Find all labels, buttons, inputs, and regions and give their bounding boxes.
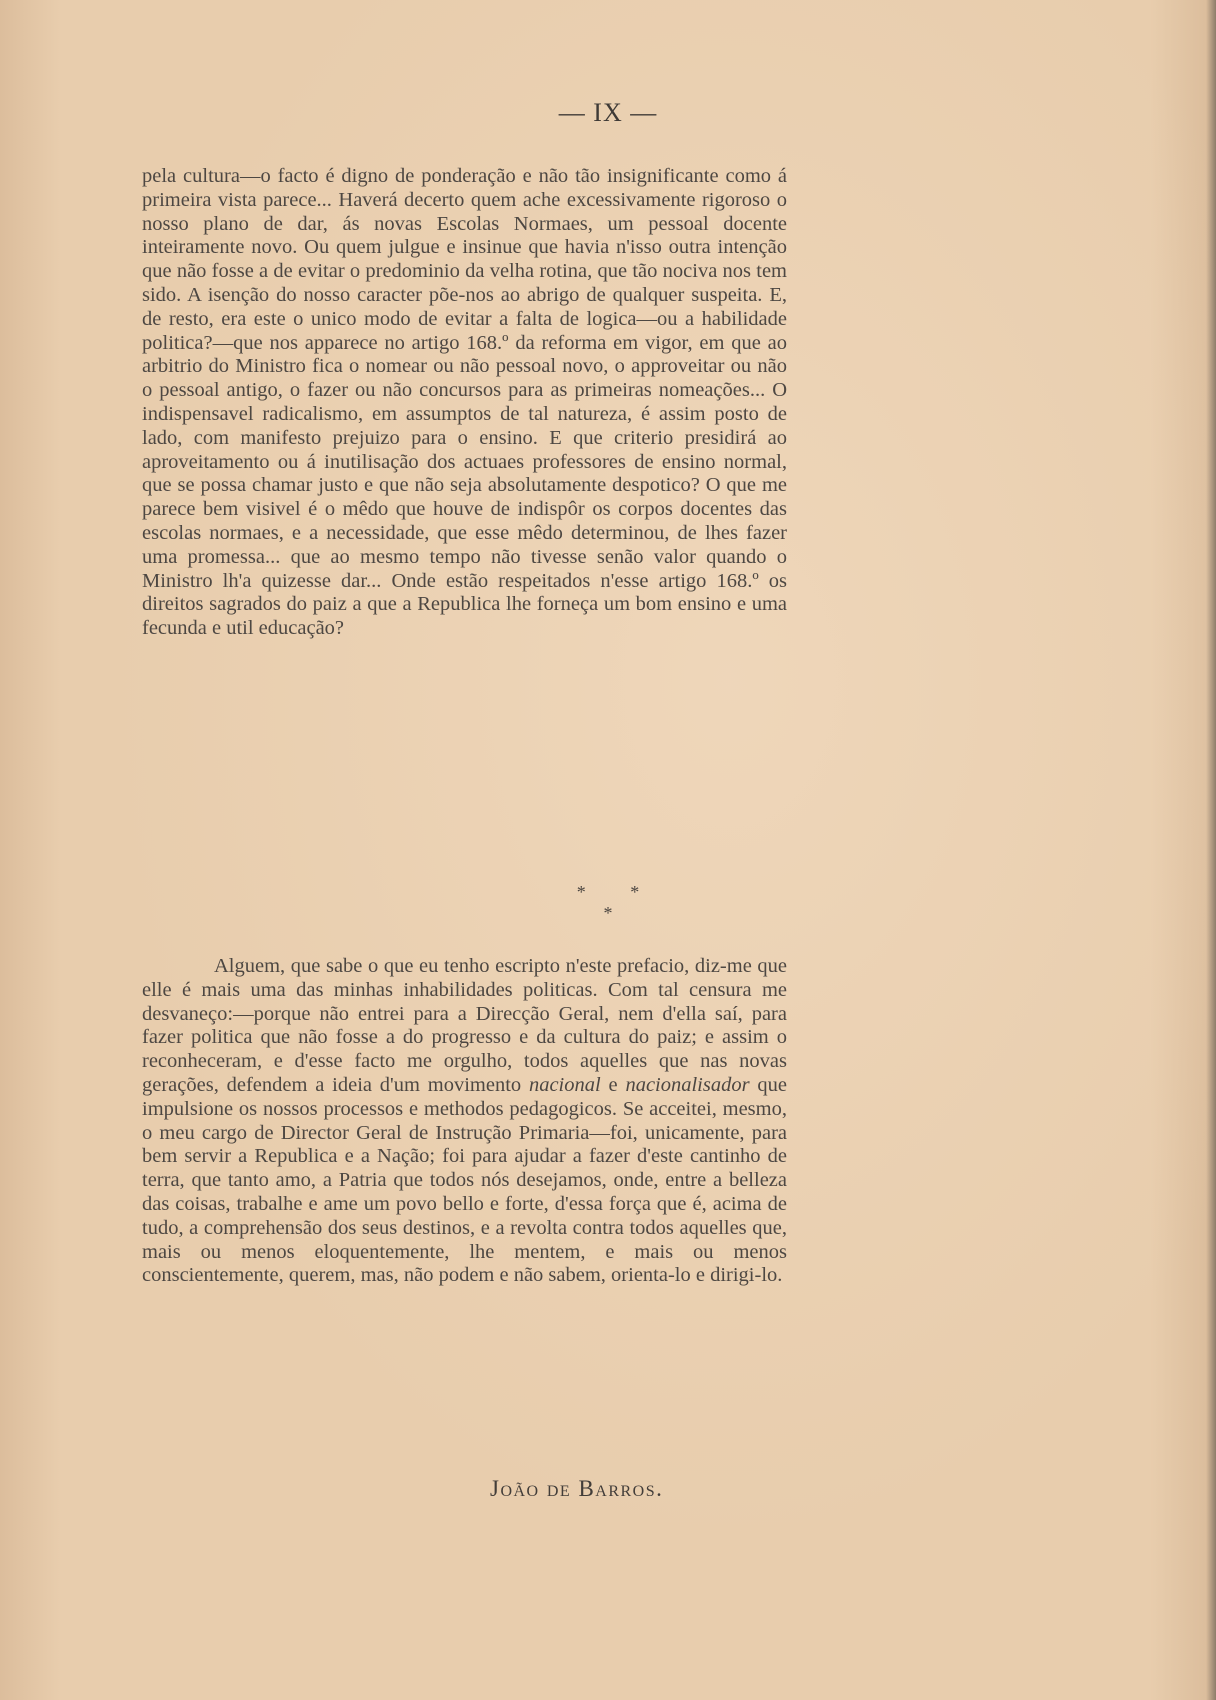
author-signature: João de Barros. [490, 1476, 664, 1501]
asterism-top-row [0, 882, 1216, 903]
paragraph-2-italic-nacional: nacional [528, 1073, 601, 1096]
page-number-header: — IX — [558, 98, 658, 127]
asterism-star-right: * [630, 882, 640, 902]
asterism-star-left: * [576, 882, 586, 902]
page-edge-shadow [1206, 0, 1216, 1700]
paragraph-1-block [142, 165, 787, 641]
asterism-star-bottom: * [603, 903, 613, 923]
paragraph-2-block [142, 955, 787, 1288]
paragraph-2-connector: e [608, 1073, 618, 1096]
paragraph-2 [142, 955, 787, 1288]
paragraph-1: pela cultura—o facto é digno de ponderação e não tão insignificante como á primeira vista parece... Haverá decerto quem ache excessivamente rigoroso o nosso plano de dar, ás novas Escolas Normaes, um pessoal docente inteiramente novo. Ou quem julgue e insinue que havia n'isso outra intenção que não fosse a de evitar o predominio da velha rotina, que tão nociva nos tem sido. A isenção do nosso caracter põe-nos ao abrigo de qualquer suspeita. E, de resto, era este o unico modo de evitar a falta de logica—ou a habilidade politica?—que nos apparece no artigo 168.º da reforma em vigor, em que ao arbitrio do Ministro fica o nomear ou não pessoal novo, o approveitar ou não o pessoal antigo, o fazer ou não concursos para as primeiras nomeações... O indispensavel radicalismo, em assumptos de tal natureza, é assim posto de lado, com manifesto prejuizo para o ensino. E que criterio presidirá ao aproveitamento ou á inutilisação dos actuaes professores de ensino normal, que se possa chamar justo e que não seja absolutamente despotico? O que me parece bem visivel é o mêdo que houve de indispôr os corpos docentes das escolas normaes, e a necessidade, que esse mêdo determinou, de lhes fazer uma promessa... que ao mesmo tempo não tivesse senão valor quando o Ministro lh'a quizesse dar... Onde estão respeitados n'esse artigo 168.º os direitos sagrados do paiz a que a Republica lhe forneça um bom ensino e uma fecunda e util educação? [142, 165, 787, 640]
paragraph-2-part-2: que impulsione os nossos processos e methodos pedagogicos. Se acceitei, mesmo, o meu cargo de Director Geral de Instrução Primaria—foi, unicamente, para bem servir a Republica e a Nação; foi para ajudar a fazer d'este cantinho de terra, que tanto amo, a Patria que todos nós desejamos, onde, entre a belleza das coisas, trabalhe e ame um povo bello e forte, d'essa força que é, acima de tudo, a comprehensão dos seus destinos, e a revolta contra todos aquelles que, mais ou menos eloquentemente, lhe mentem, e mais ou menos conscientemente, querem, mas, não podem e não sabem, orienta-lo e dirigi-lo. [142, 1073, 788, 1287]
paragraph-2-italic-nacionalisador: nacionalisador [625, 1073, 750, 1096]
paragraph-2-part-1: Alguem, que sabe o que eu tenho escripto n'este prefacio, diz-me que elle é mais uma das minhas inhabilidades politicas. Com tal censura me desvaneço:—porque não entrei para a Direcção Geral, nem d'ella saí, para fazer politica que não fosse a do progresso e da cultura do paiz; e assim o reconheceram, e d'esse facto me orgulho, todos aquelles que nas novas gerações, defendem a ideia d'um movimento [142, 955, 787, 1096]
asterism-bottom-row [0, 903, 1216, 924]
